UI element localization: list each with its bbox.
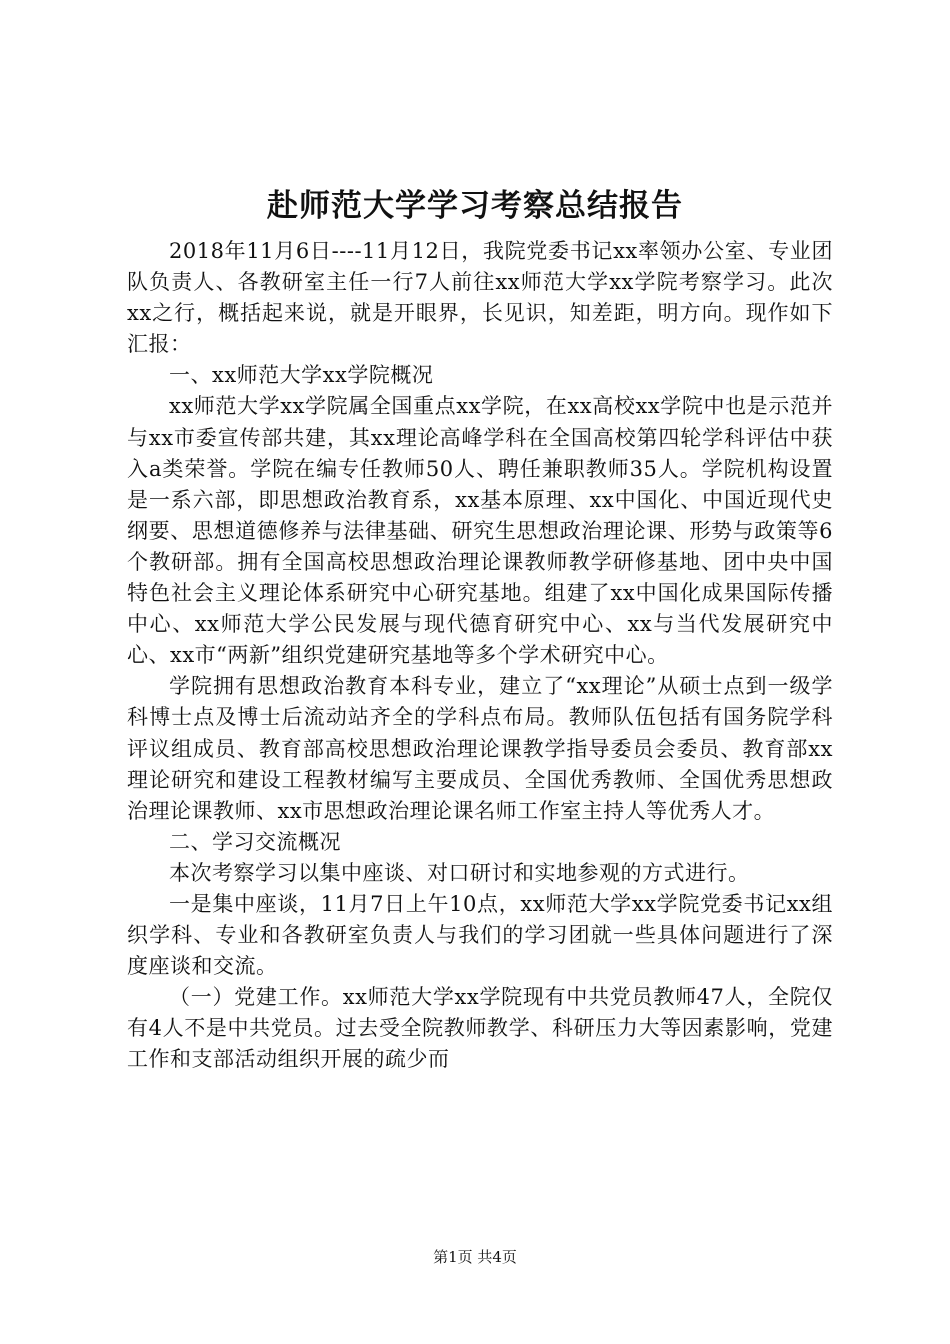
paragraph-overview: xx师范大学xx学院属全国重点xx学院，在xx高校xx学院中也是示范并与xx市委宣传部共建，其xx理论高峰学科在全国高校第四轮学科评估中获入a类荣誉。学院在编专任教师50人、聘任兼职教师35人。学院机构设置是一系六部，即思想政治教育系，xx基本原理、xx中国化、中国近现代史纲要、思想道德修养与法律基础、研究生思想政治理论课、形势与政策等6个教研部。拥有全国高校思想政治理论课教师教学研修基地、团中央中国特色社会主义理论体系研究中心研究基地。组建了xx中国化成果国际传播中心、xx师范大学公民发展与现代德育研究中心、xx与当代发展研究中心、xx市“两新”组织党建研究基地等多个学术研究中心。	[127, 394, 833, 668]
paragraph-symposium: 一是集中座谈，11月7日上午10点，xx师范大学xx学院党委书记xx组织学科、专业和各教研室负责人与我们的学习团就一些具体问题进行了深度座谈和交流。	[127, 891, 833, 979]
section-heading-2: 二、学习交流概况	[169, 829, 341, 854]
page-footer: 第1页 共4页	[433, 1248, 517, 1266]
paragraph-method: 本次考察学习以集中座谈、对口研讨和实地参观的方式进行。	[169, 860, 750, 885]
paragraph-intro: 2018年11月6日----11月12日，我院党委书记xx率领办公室、专业团队负责人、各教研室主任一行7人前往xx师范大学xx学院考察学习。此次xx之行，概括起来说，就是开眼界，长见识，知差距，明方向。现作如下汇报：	[127, 239, 833, 357]
document-body	[127, 236, 833, 1076]
document-title: 赴师范大学学习考察总结报告	[267, 188, 683, 224]
section-heading-1: 一、xx师范大学xx学院概况	[169, 363, 434, 388]
paragraph-faculty: 学院拥有思想政治教育本科专业，建立了“xx理论”从硕士点到一级学科博士点及博士后流动站齐全的学科点布局。教师队伍包括有国务院学科评议组成员、教育部高校思想政治理论课教学指导委员会委员、教育部xx理论研究和建设工程教材编写主要成员、全国优秀教师、全国优秀思想政治理论课教师、xx市思想政治理论课名师工作室主持人等优秀人才。	[127, 674, 833, 823]
paragraph-party-building: （一）党建工作。xx师范大学xx学院现有中共党员教师47人，全院仅有4人不是中共党员。过去受全院教师教学、科研压力大等因素影响，党建工作和支部活动组织开展的疏少而	[127, 985, 833, 1072]
